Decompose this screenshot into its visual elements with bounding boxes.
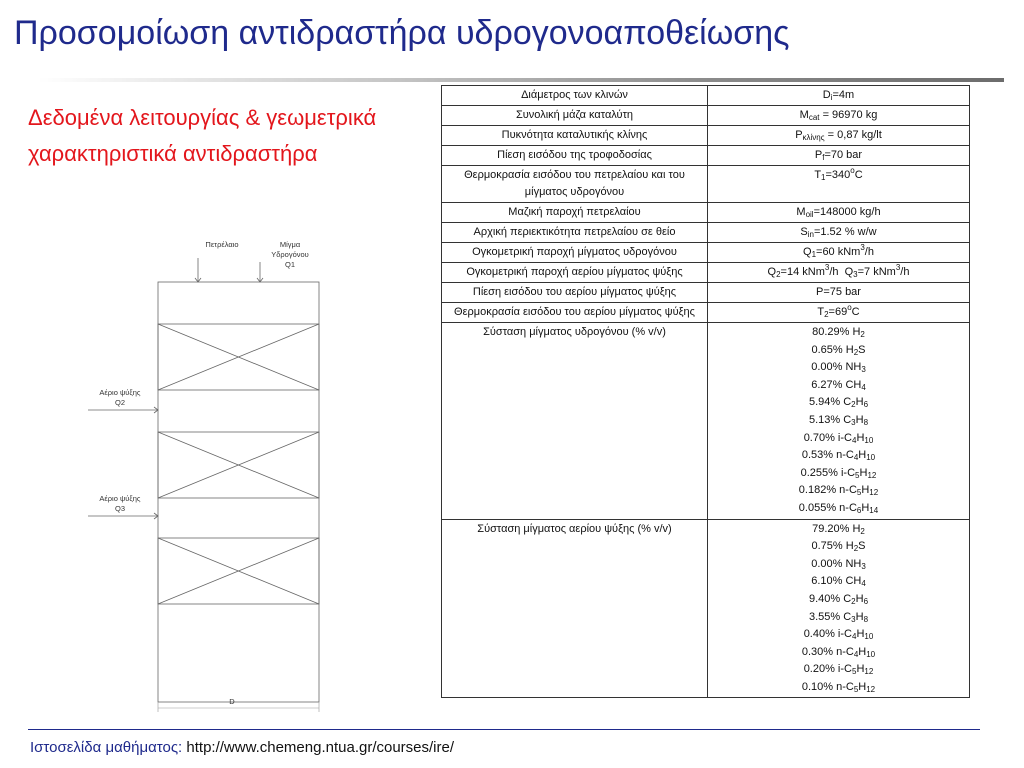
- component-fraction: 3.55% $C_3H_8$: [808, 610, 869, 624]
- parameter-label: Ογκομετρική παροχή μίγματος υδρογόνου: [442, 243, 708, 263]
- parameter-label: Θερμοκρασία εισόδου του πετρελαίου και του μίγματος υδρογόνου: [442, 166, 708, 203]
- composition-row: [442, 323, 970, 520]
- parameter-value: P=75 bar: [708, 283, 970, 303]
- parameter-label: Αρχική περιεκτικότητα πετρελαίου σε θείο: [442, 223, 708, 243]
- label-oil: Πετρέλαιο: [205, 240, 239, 249]
- footer-divider: [28, 729, 980, 730]
- component-fraction: 0.182% $n-C_5H_{12}$: [798, 484, 879, 498]
- parameter-label: Θερμοκρασία εισόδου του αερίου μίγματος ψύξης: [442, 303, 708, 323]
- table-row: [442, 243, 970, 263]
- footer-label: Ιστοσελίδα μαθήματος:: [30, 739, 183, 756]
- table-row: [442, 166, 970, 203]
- component-fraction: 9.40% $C_2H_6$: [808, 592, 869, 606]
- composition-row: [442, 519, 970, 698]
- component-fraction: 5.13% $C_3H_8$: [808, 413, 869, 427]
- title-divider: [38, 78, 1004, 82]
- label-q2: Αέριο ψύξης: [99, 388, 141, 397]
- reactor-diagram: [78, 232, 328, 712]
- slide-title: Προσομοίωση αντιδραστήρα υδρογονοαποθείωσης: [14, 14, 790, 52]
- component-fraction: 0.75% $H_2S$: [811, 540, 866, 554]
- parameter-value: $P_{\kappa\lambda ί\nu\eta\varsigma} = 0,87$ kg/lt: [708, 126, 970, 146]
- label-diameter: D: [229, 697, 235, 706]
- reactor-data-table: [441, 85, 970, 698]
- component-fraction: 0.40% $i-C_4H_{10}$: [803, 628, 874, 642]
- table-row: [442, 126, 970, 146]
- footer: [30, 739, 454, 756]
- parameter-value: $D_i=4m$: [708, 86, 970, 106]
- component-fraction: 6.27% $CH_4$: [811, 378, 866, 392]
- parameter-label: Συνολική μάζα καταλύτη: [442, 106, 708, 126]
- component-fraction: 0.70% $i-C_4H_{10}$: [803, 431, 874, 445]
- component-fraction: 80.29% $H_2$: [812, 326, 865, 339]
- table-row: [442, 203, 970, 223]
- table-row: [442, 106, 970, 126]
- parameter-value: $T_2=69^oC$: [708, 303, 970, 323]
- parameter-value: $Q_2=14$ kNm$^3$/h $Q_3=7$ kNm$^3$/h: [708, 263, 970, 283]
- component-fraction: 0.00% $NH_3$: [811, 361, 866, 375]
- parameter-value: $M_{oil}=148000$ kg/h: [708, 203, 970, 223]
- parameter-label: Πυκνότητα καταλυτικής κλίνης: [442, 126, 708, 146]
- table-row: [442, 303, 970, 323]
- component-fraction: 0.65% $H_2S$: [811, 343, 866, 357]
- component-fraction: 0.20% $i-C_5H_{12}$: [803, 663, 874, 677]
- parameter-value: $M_{cat} = 96970$ kg: [708, 106, 970, 126]
- component-fraction: 0.30% $n-C_4H_{10}$: [801, 645, 876, 659]
- table-row: [442, 86, 970, 106]
- table-row: [442, 223, 970, 243]
- course-website-link[interactable]: http://www.chemeng.ntua.gr/courses/ire/: [182, 739, 455, 756]
- parameter-label: Ογκομετρική παροχή αερίου μίγματος ψύξης: [442, 263, 708, 283]
- component-fraction: 0.255% $i-C_5H_{12}$: [800, 466, 877, 480]
- parameter-label: Διάμετρος των κλινών: [442, 86, 708, 106]
- parameter-label: Πίεση εισόδου της τροφοδοσίας: [442, 146, 708, 166]
- parameter-label: Πίεση εισόδου του αερίου μίγματος ψύξης: [442, 283, 708, 303]
- component-fraction: 0.00% $NH_3$: [811, 557, 866, 571]
- label-q3: Αέριο ψύξης: [99, 494, 141, 503]
- composition-label: Σύσταση μίγματος αερίου ψύξης (% v/v): [442, 519, 708, 698]
- svg-text:Q3: Q3: [114, 504, 126, 513]
- component-fraction: 0.055% $n-C_6H_{14}$: [798, 501, 879, 515]
- composition-values: [708, 519, 970, 698]
- table-row: [442, 263, 970, 283]
- parameter-value: $P_f=70$ bar: [708, 146, 970, 166]
- component-fraction: 5.94% $C_2H_6$: [808, 396, 869, 410]
- composition-values: [708, 323, 970, 520]
- svg-text:Q2: Q2: [114, 398, 126, 407]
- parameter-value: $S_{in}=1.52$ % w/w: [708, 223, 970, 243]
- composition-label: Σύσταση μίγματος υδρογόνου (% v/v): [442, 323, 708, 520]
- slide-subtitle: Δεδομένα λειτουργίας & γεωμετρικά χαρακτηριστικά αντιδραστήρα: [28, 105, 377, 166]
- table-row: [442, 146, 970, 166]
- component-fraction: 0.10% $n-C_5H_{12}$: [801, 680, 876, 694]
- reactor-vessel: [158, 282, 319, 702]
- svg-text:Υδρογόνου: Υδρογόνου: [271, 250, 309, 259]
- component-fraction: 0.53% $n-C_4H_{10}$: [801, 449, 876, 463]
- parameter-value: $T_1=340^oC$: [708, 166, 970, 203]
- component-fraction: 6.10% $CH_4$: [811, 575, 866, 589]
- label-h2-mix: Μίγμα: [279, 240, 301, 249]
- table-row: [442, 283, 970, 303]
- parameter-value: $Q_1=60$ kNm$^3$/h: [708, 243, 970, 263]
- svg-text:Q1: Q1: [284, 260, 296, 269]
- parameter-label: Μαζική παροχή πετρελαίου: [442, 203, 708, 223]
- component-fraction: 79.20% $H_2$: [812, 522, 865, 536]
